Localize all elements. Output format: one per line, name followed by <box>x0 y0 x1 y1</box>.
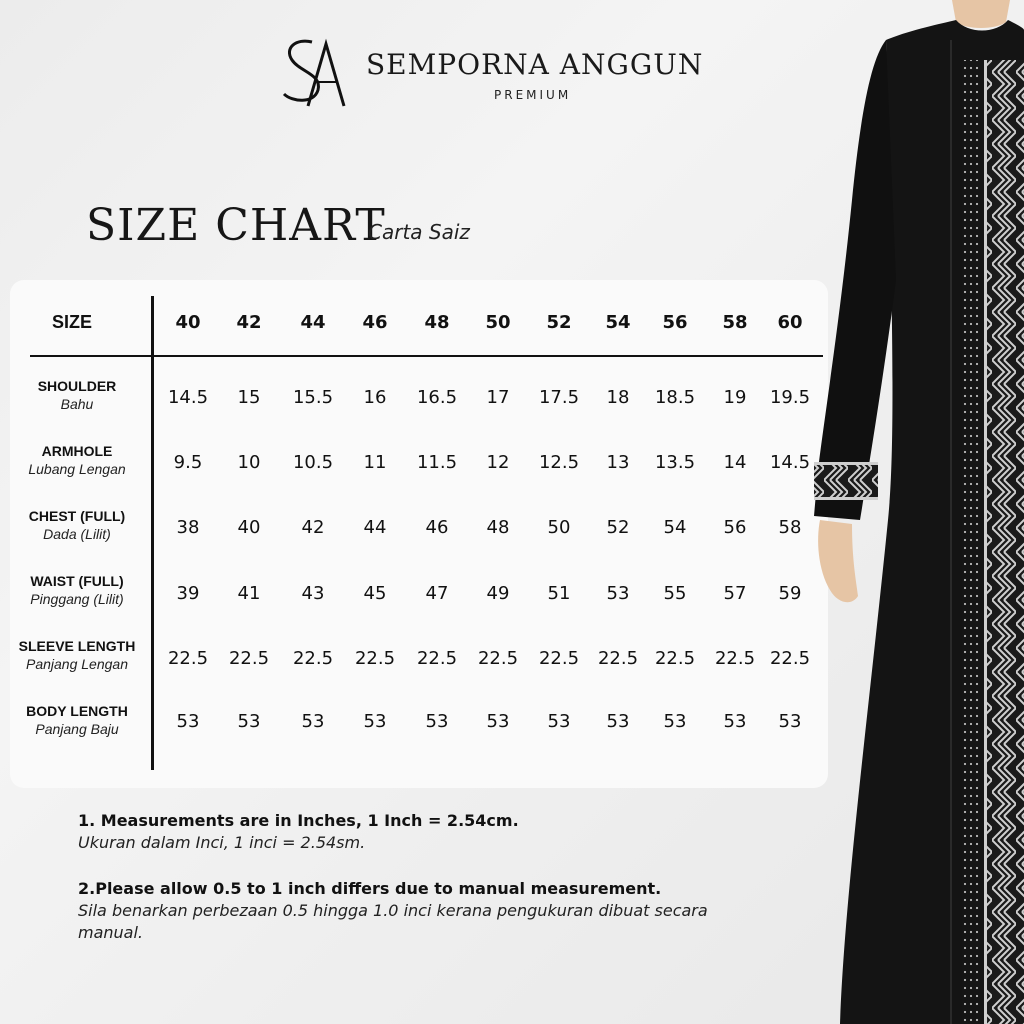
table-cell: 17 <box>486 387 510 408</box>
table-cell: 22.5 <box>538 648 580 669</box>
size-column-label: SIZE <box>52 312 93 332</box>
note-2-english: 2.Please allow 0.5 to 1 inch differs due to manual measurement. <box>78 879 662 898</box>
row-label-english: BODY LENGTH <box>26 703 128 719</box>
monogram-logo-icon <box>278 36 348 110</box>
row-label-english: SHOULDER <box>37 378 117 394</box>
brand-logo <box>278 36 718 116</box>
table-cell: 11 <box>363 452 387 473</box>
row-label-english: CHEST (FULL) <box>28 508 126 524</box>
table-cell: 56 <box>723 517 747 538</box>
size-header-52: 52 <box>546 312 572 333</box>
row-label-malay: Panjang Lengan <box>26 656 128 672</box>
table-cell: 15.5 <box>292 387 334 408</box>
row-label <box>30 572 123 608</box>
table-cell: 14 <box>723 452 747 473</box>
table-cell: 11.5 <box>416 452 458 473</box>
row-label <box>38 377 117 413</box>
table-cell: 53 <box>363 711 387 732</box>
table-cell: 53 <box>425 711 449 732</box>
table-cell: 14.5 <box>167 387 209 408</box>
table-cell: 53 <box>486 711 510 732</box>
table-cell: 47 <box>425 583 449 604</box>
table-cell: 19 <box>723 387 747 408</box>
abaya-dress-image <box>800 0 1024 1024</box>
table-cell: 59 <box>778 583 802 604</box>
size-header-50: 50 <box>485 312 511 333</box>
table-cell: 53 <box>778 711 802 732</box>
table-cell: 17.5 <box>538 387 580 408</box>
note-1-english: 1. Measurements are in Inches, 1 Inch = 2.54cm. <box>78 811 519 830</box>
size-header-54: 54 <box>605 312 631 333</box>
table-cell: 15 <box>237 387 261 408</box>
brand-subtitle: PREMIUM <box>494 88 572 102</box>
row-label <box>29 507 125 543</box>
table-cell: 49 <box>486 583 510 604</box>
table-cell: 53 <box>237 711 261 732</box>
table-cell: 41 <box>237 583 261 604</box>
table-cell: 22.5 <box>654 648 696 669</box>
table-cell: 13.5 <box>654 452 696 473</box>
table-cell: 58 <box>778 517 802 538</box>
table-cell: 40 <box>237 517 261 538</box>
page-subtitle: Carta Saiz <box>368 220 470 244</box>
table-cell: 39 <box>176 583 200 604</box>
table-cell: 18 <box>606 387 630 408</box>
size-header-40: 40 <box>175 312 201 333</box>
table-cell: 50 <box>547 517 571 538</box>
row-label-english: ARMHOLE <box>41 443 113 459</box>
table-cell: 22.5 <box>416 648 458 669</box>
table-cell: 53 <box>606 583 630 604</box>
row-label <box>19 637 136 673</box>
size-header-56: 56 <box>662 312 688 333</box>
row-label-english: WAIST (FULL) <box>30 573 124 589</box>
table-cell: 53 <box>723 711 747 732</box>
table-cell: 10 <box>237 452 261 473</box>
table-cell: 16.5 <box>416 387 458 408</box>
table-cell: 9.5 <box>173 452 203 473</box>
table-cell: 22.5 <box>769 648 811 669</box>
table-cell: 53 <box>606 711 630 732</box>
row-label <box>26 702 128 738</box>
table-cell: 10.5 <box>292 452 334 473</box>
row-label-malay: Lubang Lengan <box>28 461 126 477</box>
table-cell: 54 <box>663 517 687 538</box>
row-label-malay: Dada (Lilit) <box>43 526 111 542</box>
table-cell: 53 <box>547 711 571 732</box>
table-cell: 57 <box>723 583 747 604</box>
page-title: SIZE CHART <box>86 200 386 251</box>
table-cell: 53 <box>301 711 325 732</box>
row-label-malay: Bahu <box>60 396 94 412</box>
row-label-malay: Panjang Baju <box>35 721 119 737</box>
size-header-48: 48 <box>424 312 450 333</box>
table-cell: 43 <box>301 583 325 604</box>
brand-name: SEMPORNA ANGGUN <box>366 48 704 81</box>
table-cell: 22.5 <box>167 648 209 669</box>
table-cell: 22.5 <box>292 648 334 669</box>
table-cell: 13 <box>606 452 630 473</box>
size-header-46: 46 <box>362 312 388 333</box>
table-cell: 53 <box>663 711 687 732</box>
size-header-60: 60 <box>777 312 803 333</box>
table-cell: 14.5 <box>769 452 811 473</box>
table-cell: 19.5 <box>769 387 811 408</box>
size-header-42: 42 <box>236 312 262 333</box>
row-label-english: SLEEVE LENGTH <box>18 638 136 654</box>
table-cell: 44 <box>363 517 387 538</box>
table-cell: 42 <box>301 517 325 538</box>
table-cell: 16 <box>363 387 387 408</box>
table-cell: 12 <box>486 452 510 473</box>
table-cell: 22.5 <box>714 648 756 669</box>
table-header-divider <box>30 355 823 357</box>
table-cell: 22.5 <box>477 648 519 669</box>
table-cell: 22.5 <box>597 648 639 669</box>
row-label <box>28 442 125 478</box>
table-cell: 55 <box>663 583 687 604</box>
table-cell: 45 <box>363 583 387 604</box>
table-cell: 22.5 <box>228 648 270 669</box>
size-header-44: 44 <box>300 312 326 333</box>
note-2-malay: Sila benarkan perbezaan 0.5 hingga 1.0 inci kerana pengukuran dibuat secara manual. <box>78 901 708 942</box>
table-cell: 51 <box>547 583 571 604</box>
row-label-malay: Pinggang (Lilit) <box>30 591 124 607</box>
table-cell: 12.5 <box>538 452 580 473</box>
table-cell: 22.5 <box>354 648 396 669</box>
table-cell: 53 <box>176 711 200 732</box>
table-cell: 48 <box>486 517 510 538</box>
table-cell: 52 <box>606 517 630 538</box>
note-2 <box>78 878 758 944</box>
table-cell: 18.5 <box>654 387 696 408</box>
note-1-malay: Ukuran dalam Inci, 1 inci = 2.54sm. <box>78 833 366 852</box>
table-cell: 46 <box>425 517 449 538</box>
table-vertical-divider <box>151 296 154 770</box>
size-header-58: 58 <box>722 312 748 333</box>
note-1 <box>78 810 778 854</box>
table-cell: 38 <box>176 517 200 538</box>
